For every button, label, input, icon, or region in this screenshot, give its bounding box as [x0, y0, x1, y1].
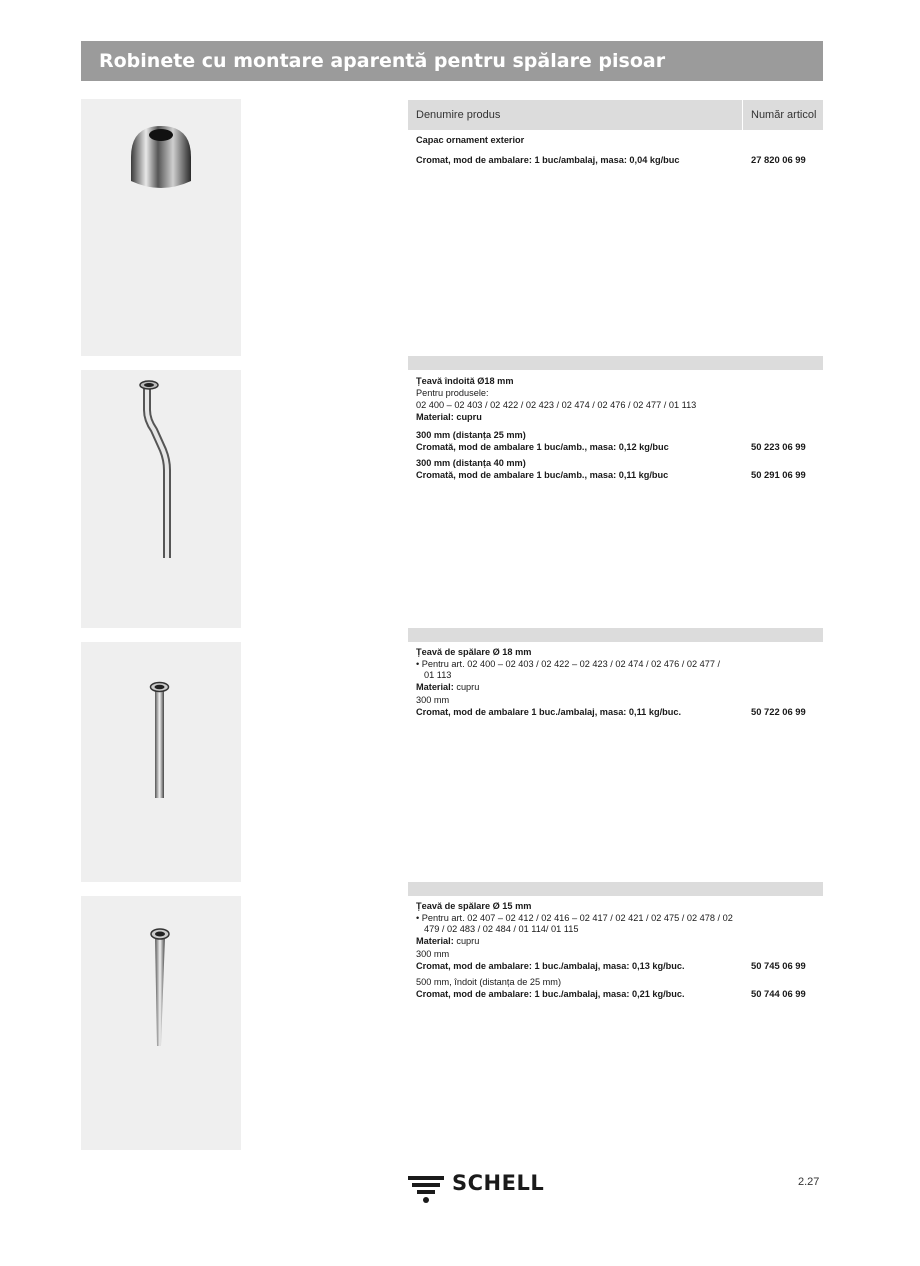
item-compatible-list: • Pentru art. 02 400 – 02 403 / 02 422 – 02 423 / 02 474 / 02 476 / 02 477 / [416, 659, 721, 669]
item-length: 300 mm [416, 695, 450, 705]
item-variant-line: Cromată, mod de ambalare 1 buc/amb., masa: 0,12 kg/buc [416, 442, 669, 452]
flush-pipe-18-illustration [81, 642, 241, 882]
article-number: 50 291 06 99 [751, 469, 806, 480]
article-number: 50 223 06 99 [751, 441, 806, 452]
material-label: Material: [416, 936, 454, 946]
item-material: Material: cupru [416, 412, 482, 422]
material-value: cupru [453, 682, 480, 692]
page-title: Robinete cu montare aparentă pentru spălare pisoar [81, 41, 823, 81]
section-divider [408, 882, 823, 896]
item-variant-line: Cromat, mod de ambalare: 1 buc./ambalaj, masa: 0,21 kg/buc. [416, 989, 685, 999]
ornament-cap-illustration [81, 99, 241, 356]
item-variant-line: Cromată, mod de ambalare 1 buc/amb., masa: 0,11 kg/buc [416, 470, 669, 480]
article-number: 50 722 06 99 [751, 706, 806, 717]
material-label: Material: [416, 682, 454, 692]
column-header-product-name [408, 100, 742, 130]
page-number: 2.27 [798, 1176, 820, 1188]
item-compatible-list: 02 400 – 02 403 / 02 422 / 02 423 / 02 474 / 02 476 / 02 477 / 01 113 [416, 400, 697, 410]
item-title: Țeavă de spălare Ø 15 mm [416, 901, 532, 911]
item-variant-line: Cromat, mod de ambalare: 1 buc./ambalaj, masa: 0,13 kg/buc. [416, 961, 685, 971]
section-divider [408, 356, 823, 370]
product-image-flush-pipe-15 [81, 896, 241, 1150]
item-material [416, 681, 479, 693]
item-for-label: Pentru produsele: [416, 388, 489, 398]
item-compatible-list-cont: 479 / 02 483 / 02 484 / 01 114/ 01 115 [424, 924, 579, 934]
product-image-cap [81, 99, 241, 356]
item-title: Țeavă de spălare Ø 18 mm [416, 647, 532, 657]
item-variant-title: 300 mm (distanța 40 mm) [416, 458, 526, 468]
item-length: 300 mm [416, 949, 450, 959]
article-number: 50 745 06 99 [751, 960, 806, 971]
schell-logo-icon [408, 1172, 452, 1206]
brand-name: SCHELL [452, 1171, 545, 1195]
flush-pipe-15-illustration [81, 896, 241, 1150]
column-header-product-name-label: Denumire produs [416, 109, 501, 121]
item-title: Capac ornament exterior [416, 135, 525, 145]
material-value: cupru [453, 936, 480, 946]
product-image-bent-pipe [81, 370, 241, 628]
item-variant-title: 300 mm (distanța 25 mm) [416, 430, 526, 440]
item-variant-title: 500 mm, îndoit (distanța de 25 mm) [416, 977, 562, 987]
article-number: 27 820 06 99 [751, 154, 806, 165]
column-header-article-number-label: Număr articol [751, 109, 817, 121]
item-material [416, 935, 479, 947]
item-compatible-list: • Pentru art. 02 407 – 02 412 / 02 416 – 02 417 / 02 421 / 02 475 / 02 478 / 02 [416, 913, 733, 923]
column-header-article-number [743, 100, 823, 130]
article-number: 50 744 06 99 [751, 988, 806, 999]
item-variant-line: Cromat, mod de ambalare: 1 buc/ambalaj, masa: 0,04 kg/buc [416, 155, 680, 165]
item-title: Țeavă îndoită Ø18 mm [416, 376, 514, 386]
item-compatible-list-cont: 01 113 [424, 670, 452, 680]
item-variant-line: Cromat, mod de ambalare 1 buc./ambalaj, masa: 0,11 kg/buc. [416, 707, 682, 717]
product-image-flush-pipe-18 [81, 642, 241, 882]
section-divider [408, 628, 823, 642]
bent-pipe-illustration [81, 370, 241, 628]
